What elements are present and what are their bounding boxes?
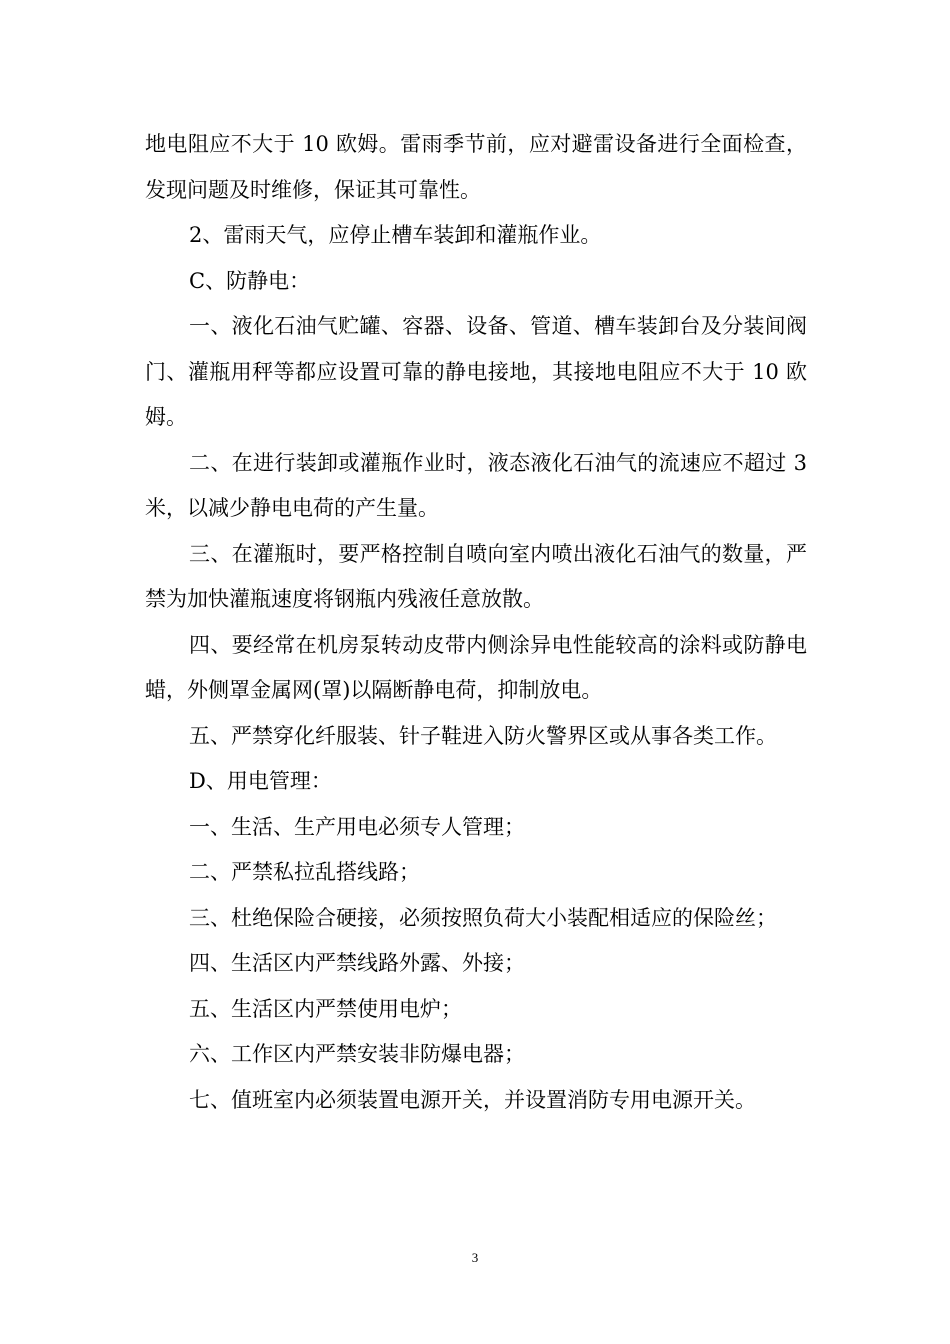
list-item: 一、生活、生产用电必须专人管理； [189, 814, 525, 839]
page-number: 3 [471, 1250, 479, 1265]
body-text [145, 122, 807, 1123]
paragraph: 一、液化石油气贮罐、容器、设备、管道、槽车装卸台及分装间阀门、灌瓶用秤等都应设置可靠的静电接地，其接地电阻应不大于 10 欧姆。 [145, 314, 807, 429]
list-item: 三、杜绝保险合硬接，必须按照负荷大小装配相适应的保险丝； [189, 905, 777, 930]
list-item: 七、值班室内必须装置电源开关，并设置消防专用电源开关。 [189, 1087, 756, 1112]
paragraph: 2、雷雨天气，应停止槽车装卸和灌瓶作业。 [189, 223, 602, 247]
paragraph: 五、严禁穿化纤服装、针子鞋进入防火警界区或从事各类工作。 [189, 723, 777, 748]
paragraph: 二、在进行装卸或灌瓶作业时，液态液化石油气的流速应不超过 3 米，以减少静电电荷的产生量。 [145, 450, 807, 520]
list-item: 二、严禁私拉乱搭线路； [189, 860, 420, 884]
list-item: 五、生活区内严禁使用电炉； [189, 996, 462, 1021]
section-heading: D、用电管理： [189, 769, 332, 793]
paragraph: 地电阻应不大于 10 欧姆。雷雨季节前，应对避雷设备进行全面检查，发现问题及时维修，保证其可靠性。 [145, 132, 807, 202]
list-item: 六、工作区内严禁安装非防爆电器； [189, 1042, 525, 1066]
paragraph: 三、在灌瓶时，要严格控制自喷向室内喷出液化石油气的数量，严禁为加快灌瓶速度将钢瓶内残液任意放散。 [145, 541, 807, 611]
list-item: 四、生活区内严禁线路外露、外接； [189, 951, 525, 975]
section-heading: C、防静电： [189, 268, 311, 293]
paragraph: 四、要经常在机房泵转动皮带内侧涂异电性能较高的涂料或防静电蜡，外侧罩金属网(罩)以隔断静电荷，抑制放电。 [145, 632, 807, 702]
